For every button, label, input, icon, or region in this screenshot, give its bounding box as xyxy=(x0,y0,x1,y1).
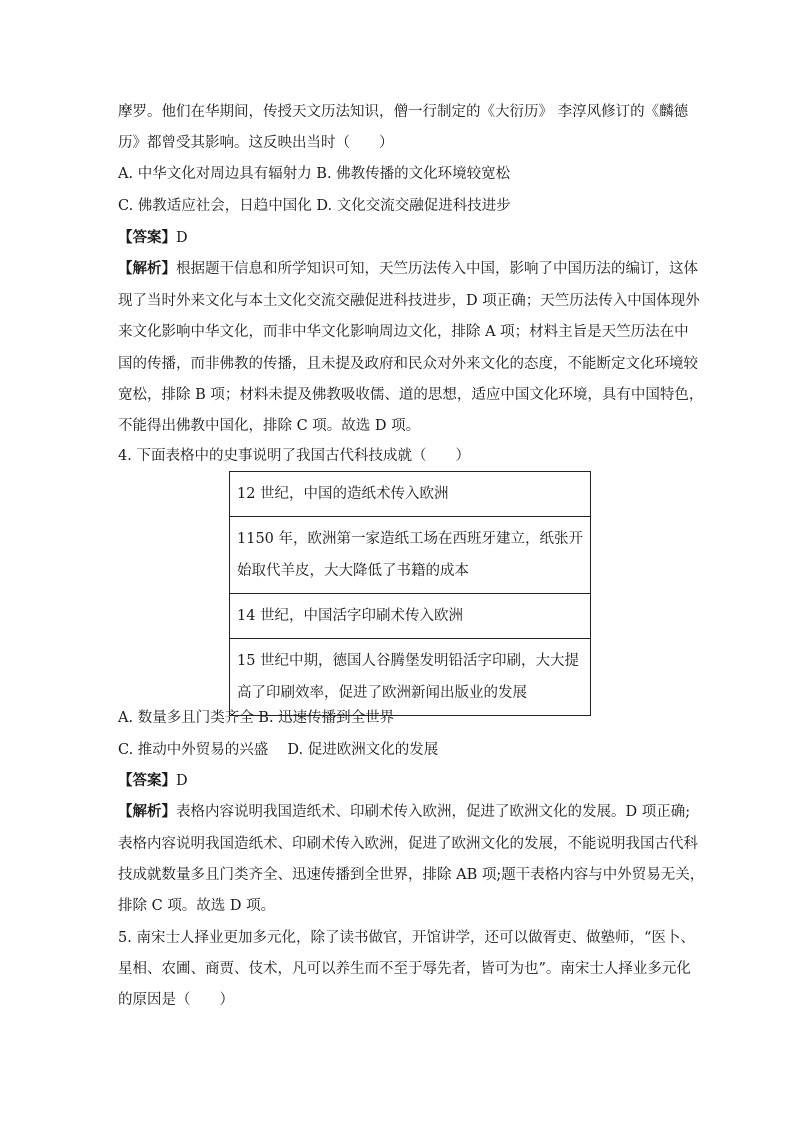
q4-analysis xyxy=(118,802,690,822)
q5-stem-line: 5. 南宋士人择业更加多元化，除了读书做官，开馆讲学，还可以做胥吏、做塾师，“医卜、 xyxy=(118,930,695,946)
q3-analysis-line: 国的传播，而非佛教的传播，且未提及政府和民众对外来文化的态度，不能断定文化环境较 xyxy=(118,356,698,372)
q5-stem-line: 星相、农圃、商贾、伎术，凡可以养生而不至于辱先者，皆可为也”。南宋士人择业多元化 xyxy=(118,961,691,977)
answer-tag: 【答案】 xyxy=(118,772,176,789)
answer-value: D xyxy=(176,773,188,789)
q4-analysis-line: 表格内容说明我国造纸术、印刷术传入欧洲，促进了欧洲文化的发展，不能说明我国古代科 xyxy=(118,836,698,852)
q3-analysis-line: 不能得出佛教中国化，排除 C 项。故选 D 项。 xyxy=(118,418,421,434)
q4-stem: 4. 下面表格中的史事说明了我国古代科技成就（ ） xyxy=(118,448,470,464)
table-row xyxy=(230,639,591,716)
answer-tag: 【答案】 xyxy=(118,229,176,246)
history-table xyxy=(229,471,591,716)
table-row xyxy=(230,517,591,594)
analysis-tag: 【解析】 xyxy=(118,260,176,277)
q3-analysis xyxy=(118,259,698,279)
q4-options: A. 数量多且门类齐全 B. 迅速传播到全世界 xyxy=(118,710,395,726)
table-cell: 12 世纪，中国的造纸术传入欧洲 xyxy=(230,472,591,517)
q4-analysis-line: 技成就数量多且门类齐全、迅速传播到全世界，排除 AB 项;题干表格内容与中外贸易无关， xyxy=(118,867,705,883)
table-cell: 1150 年，欧洲第一家造纸工场在西班牙建立，纸张开 始取代羊皮，大大降低了书籍的成本 xyxy=(230,517,591,594)
q3-options: C. 佛教适应社会，日趋中国化 D. 文化交流交融促进科技进步 xyxy=(118,198,511,214)
table-cell: 14 世纪，中国活字印刷术传入欧洲 xyxy=(230,594,591,639)
answer-value: D xyxy=(176,230,188,246)
q4-answer xyxy=(118,771,188,791)
q3-options: A. 中华文化对周边具有辐射力 B. 佛教传播的文化环境较宽松 xyxy=(118,166,511,182)
q3-stem-line: 摩罗。他们在华期间，传授天文历法知识，僧一行制定的《大衍历》 李淳风修订的《麟德 xyxy=(118,104,689,120)
q3-answer xyxy=(118,228,188,248)
table-row xyxy=(230,594,591,639)
analysis-text: 根据题干信息和所学知识可知，天竺历法传入中国，影响了中国历法的编订，这体 xyxy=(176,261,698,277)
analysis-text: 表格内容说明我国造纸术、印刷术传入欧洲，促进了欧洲文化的发展。D 项正确; xyxy=(176,804,691,820)
table-cell: 15 世纪中期，德国人谷腾堡发明铅活字印刷，大大提 高了印刷效率，促进了欧洲新闻出版业的发展 xyxy=(230,639,591,716)
q3-analysis-line: 宽松，排除 B 项；材料未提及佛教吸收儒、道的思想，适应中国文化环境，具有中国特色， xyxy=(118,387,704,403)
q5-stem-line: 的原因是（ ） xyxy=(118,992,234,1008)
q4-options: C. 推动中外贸易的兴盛 D. 促进欧洲文化的发展 xyxy=(118,742,439,758)
q4-analysis-line: 排除 C 项。故选 D 项。 xyxy=(118,898,276,914)
analysis-tag: 【解析】 xyxy=(118,803,176,820)
q3-analysis-line: 现了当时外来文化与本土文化交流交融促进科技进步，D 项正确；天竺历法传入中国体现外 xyxy=(118,293,700,309)
q3-stem-line: 历》都曾受其影响。这反映出当时（ ） xyxy=(118,135,394,151)
table-row xyxy=(230,472,591,517)
q3-analysis-line: 来文化影响中华文化，而非中华文化影响周边文化，排除 A 项；材料主旨是天竺历法在中 xyxy=(118,324,689,340)
